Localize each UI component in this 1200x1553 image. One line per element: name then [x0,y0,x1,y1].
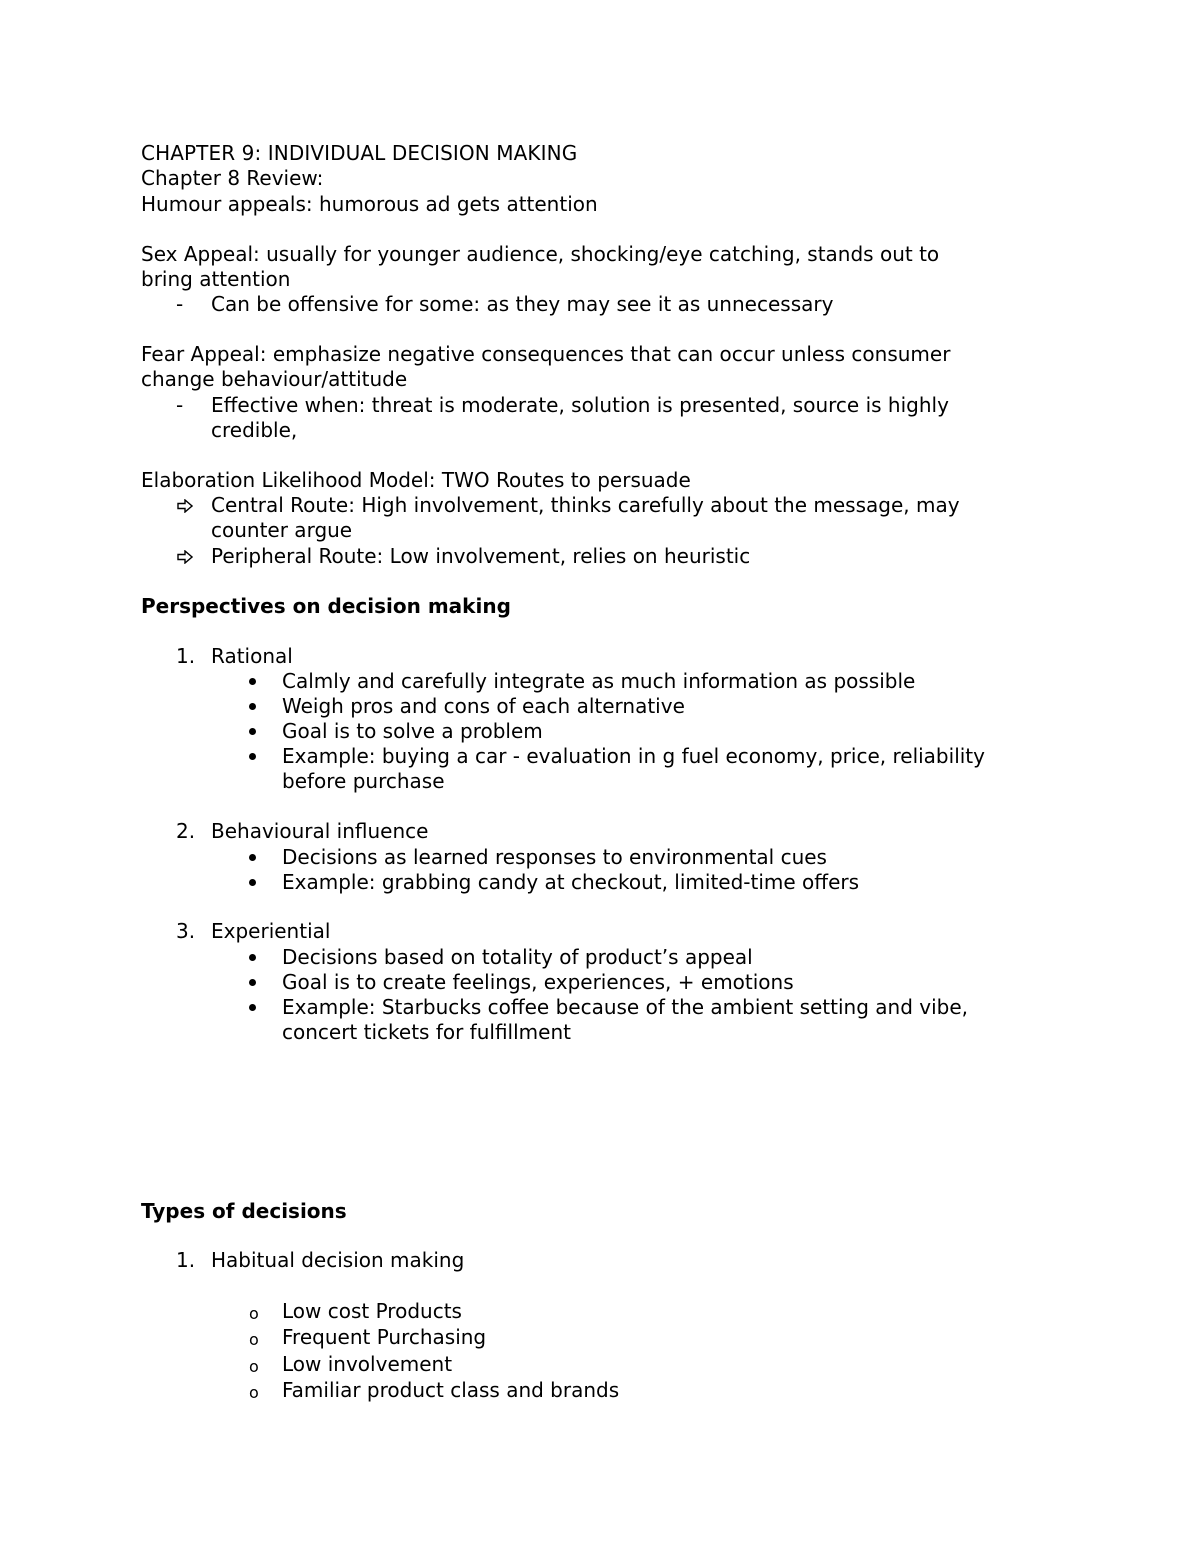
central-route-line-2: counter argue [211,518,353,542]
elm-heading: Elaboration Likelihood Model: TWO Routes to persuade [141,468,691,492]
bullet-dot-icon [249,879,256,886]
review-heading: Chapter 8 Review: [141,166,324,190]
bullet-dot-icon [249,954,256,961]
list-number: 2. [176,819,196,843]
perspective-behavioural: Behavioural influence [211,819,429,843]
central-route-line-1: Central Route: High involvement, thinks carefully about the message, may [211,493,960,517]
fear-appeal-line-1: Fear Appeal: emphasize negative consequences that can occur unless consumer [141,342,951,366]
list-item: Weigh pros and cons of each alternative [282,694,685,718]
list-item: Decisions based on totality of product’s appeal [282,945,753,969]
circle-bullet-icon: o [249,1357,259,1376]
bullet-dot-icon [249,678,256,685]
sex-appeal-point: Can be offensive for some: as they may see it as unnecessary [211,292,834,316]
list-item: Example: buying a car - evaluation in g fuel economy, price, reliability [282,744,985,768]
list-number: 1. [176,644,196,668]
list-item-continuation: concert tickets for fulfillment [282,1020,571,1044]
list-item: Decisions as learned responses to environmental cues [282,845,827,869]
bullet-dot-icon [249,1004,256,1011]
list-item: Low cost Products [282,1299,462,1323]
chapter-title: CHAPTER 9: INDIVIDUAL DECISION MAKING [141,141,578,165]
list-item: Low involvement [282,1352,453,1376]
peripheral-route: Peripheral Route: Low involvement, relies on heuristic [211,544,751,568]
list-item: Familiar product class and brands [282,1378,620,1402]
bullet-dot-icon [249,753,256,760]
bullet-dot-icon [249,703,256,710]
habitual-decision-making: Habitual decision making [211,1248,465,1272]
bullet-dot-icon [249,979,256,986]
bullet-dot-icon [249,854,256,861]
hollow-right-arrow-icon [177,550,193,564]
list-item: Calmly and carefully integrate as much information as possible [282,669,916,693]
dash-marker: - [176,292,184,316]
list-item: Example: Starbucks coffee because of the ambient setting and vibe, [282,995,969,1019]
list-number: 3. [176,919,196,943]
types-heading: Types of decisions [141,1199,347,1223]
list-item: Frequent Purchasing [282,1325,487,1349]
sex-appeal-line-1: Sex Appeal: usually for younger audience, shocking/eye catching, stands out to [141,242,940,266]
bullet-dot-icon [249,728,256,735]
list-item: Goal is to create feelings, experiences, + emotions [282,970,794,994]
fear-appeal-point-line-1: Effective when: threat is moderate, solution is presented, source is highly [211,393,949,417]
perspectives-heading: Perspectives on decision making [141,594,511,618]
humour-appeal-text: Humour appeals: humorous ad gets attention [141,192,598,216]
perspective-rational: Rational [211,644,293,668]
circle-bullet-icon: o [249,1330,259,1349]
list-item: Goal is to solve a problem [282,719,543,743]
circle-bullet-icon: o [249,1383,259,1402]
circle-bullet-icon: o [249,1304,259,1323]
list-item-continuation: before purchase [282,769,445,793]
fear-appeal-line-2: change behaviour/attitude [141,367,408,391]
list-number: 1. [176,1248,196,1272]
fear-appeal-point-line-2: credible, [211,418,298,442]
perspective-experiential: Experiential [211,919,331,943]
hollow-right-arrow-icon [177,499,193,513]
sex-appeal-line-2: bring attention [141,267,291,291]
list-item: Example: grabbing candy at checkout, limited-time offers [282,870,860,894]
dash-marker: - [176,393,184,417]
